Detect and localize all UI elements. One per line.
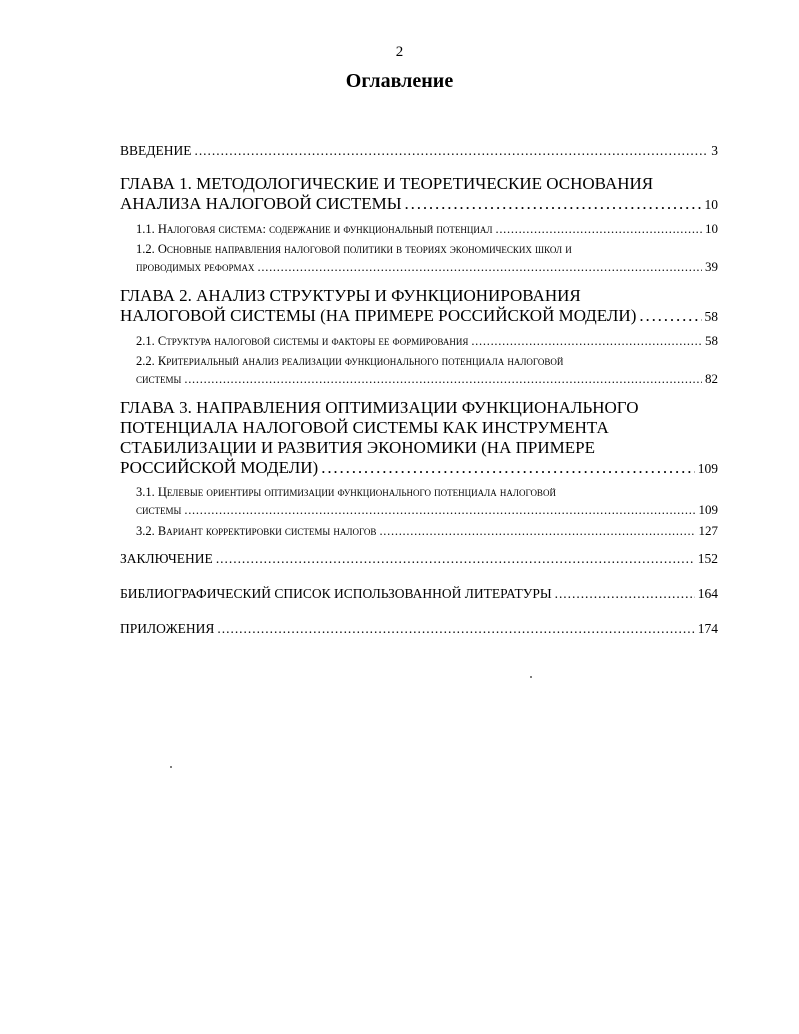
toc-entry-label: 1.2. Основные направления налоговой политики в теориях экономических школ и: [136, 242, 572, 256]
dot-leader: [555, 585, 695, 603]
dot-leader: [194, 142, 708, 160]
toc-entry-label: ПОТЕНЦИАЛА НАЛОГОВОЙ СИСТЕМЫ КАК ИНСТРУМЕНТА: [120, 418, 609, 437]
toc-section-3-2[interactable]: [120, 522, 718, 540]
toc-entry-intro[interactable]: [120, 142, 718, 160]
scan-speck: [530, 676, 532, 678]
toc-entry-label: ГЛАВА 1. МЕТОДОЛОГИЧЕСКИЕ И ТЕОРЕТИЧЕСКИЕ ОСНОВАНИЯ: [120, 174, 654, 193]
toc-entry-label: 1.1. Налоговая система: содержание и функциональный потенциал: [136, 222, 493, 236]
page-title: Оглавление: [345, 70, 454, 92]
dot-leader: [184, 502, 695, 519]
toc-entry-label: 2.2. Критериальный анализ реализации функционального потенциала налоговой: [136, 354, 564, 368]
toc-entry-label: НАЛОГОВОЙ СИСТЕМЫ (НА ПРИМЕРЕ РОССИЙСКОЙ МОДЕЛИ): [120, 306, 637, 325]
toc-page-number: 127: [698, 523, 718, 538]
toc-chapter-3[interactable]: [120, 398, 718, 479]
toc-entry-label: 3.2. Вариант корректировки системы налогов: [136, 524, 377, 538]
toc-section-2-1[interactable]: [120, 332, 718, 350]
dot-leader: [321, 458, 695, 478]
toc-page-number: 58: [705, 333, 718, 348]
toc-section-1-1[interactable]: [120, 220, 718, 238]
toc-entry-label: БИБЛИОГРАФИЧЕСКИЙ СПИСОК ИСПОЛЬЗОВАННОЙ ЛИТЕРАТУРЫ: [120, 586, 552, 601]
toc-section-1-2[interactable]: [120, 241, 718, 276]
toc-entry-label: РОССИЙСКОЙ МОДЕЛИ): [120, 458, 319, 477]
dot-leader: [379, 523, 695, 540]
tail-list: [120, 550, 718, 638]
toc-entry-label: системы: [136, 503, 182, 517]
toc-chapter-1[interactable]: [120, 174, 718, 215]
toc-entry-label: СТАБИЛИЗАЦИИ И РАЗВИТИЯ ЭКОНОМИКИ (НА ПРИМЕРЕ: [120, 438, 595, 457]
toc-section-3-1[interactable]: [120, 484, 718, 519]
page-number: 2: [395, 44, 404, 60]
dot-leader: [405, 194, 702, 214]
toc-section-2-2[interactable]: [120, 353, 718, 388]
toc-entry-tail-3[interactable]: [120, 620, 718, 638]
dot-leader: [258, 259, 702, 276]
dot-leader: [639, 306, 701, 326]
toc-entry-tail-2[interactable]: [120, 585, 718, 603]
scan-speck: [170, 766, 172, 768]
toc-entry-label: ВВЕДЕНИЕ: [120, 143, 192, 158]
toc-page-number: 10: [704, 197, 718, 212]
toc-entry-label: ГЛАВА 2. АНАЛИЗ СТРУКТУРЫ И ФУНКЦИОНИРОВАНИЯ: [120, 286, 581, 305]
dot-leader: [495, 221, 702, 238]
toc-entry-label: ЗАКЛЮЧЕНИЕ: [120, 551, 213, 566]
toc-entry-label: 2.1. Структура налоговой системы и факторы ее формирования: [136, 334, 469, 348]
toc-page-number: 82: [705, 371, 718, 386]
toc-entry-label: проводимых реформах: [136, 260, 255, 274]
toc-entry-label: АНАЛИЗА НАЛОГОВОЙ СИСТЕМЫ: [120, 194, 402, 213]
toc-entry-label: системы: [136, 372, 182, 386]
toc-page-number: 109: [697, 461, 718, 476]
chapter-list: [120, 174, 718, 540]
toc-page-number: 10: [705, 221, 718, 236]
dot-leader: [217, 620, 694, 638]
toc-page-number: 174: [697, 621, 718, 636]
dot-leader: [471, 333, 702, 350]
toc-entry-label: 3.1. Целевые ориентиры оптимизации функционального потенциала налоговой: [136, 485, 556, 499]
dot-leader: [216, 550, 695, 568]
toc-entry-label: ПРИЛОЖЕНИЯ: [120, 621, 215, 636]
toc-page-number: 58: [704, 309, 718, 324]
toc-chapter-2[interactable]: [120, 286, 718, 327]
toc-page-number: 3: [711, 143, 718, 158]
toc-entry-label: ГЛАВА 3. НАПРАВЛЕНИЯ ОПТИМИЗАЦИИ ФУНКЦИОНАЛЬНОГО: [120, 398, 639, 417]
toc-page-number: 164: [697, 586, 718, 601]
toc-page-number: 39: [705, 259, 718, 274]
toc-page-number: 152: [697, 551, 718, 566]
toc-page-number: 109: [698, 502, 718, 517]
dot-leader: [184, 371, 702, 388]
toc-entry-tail-1[interactable]: [120, 550, 718, 568]
table-of-contents: [120, 142, 718, 655]
